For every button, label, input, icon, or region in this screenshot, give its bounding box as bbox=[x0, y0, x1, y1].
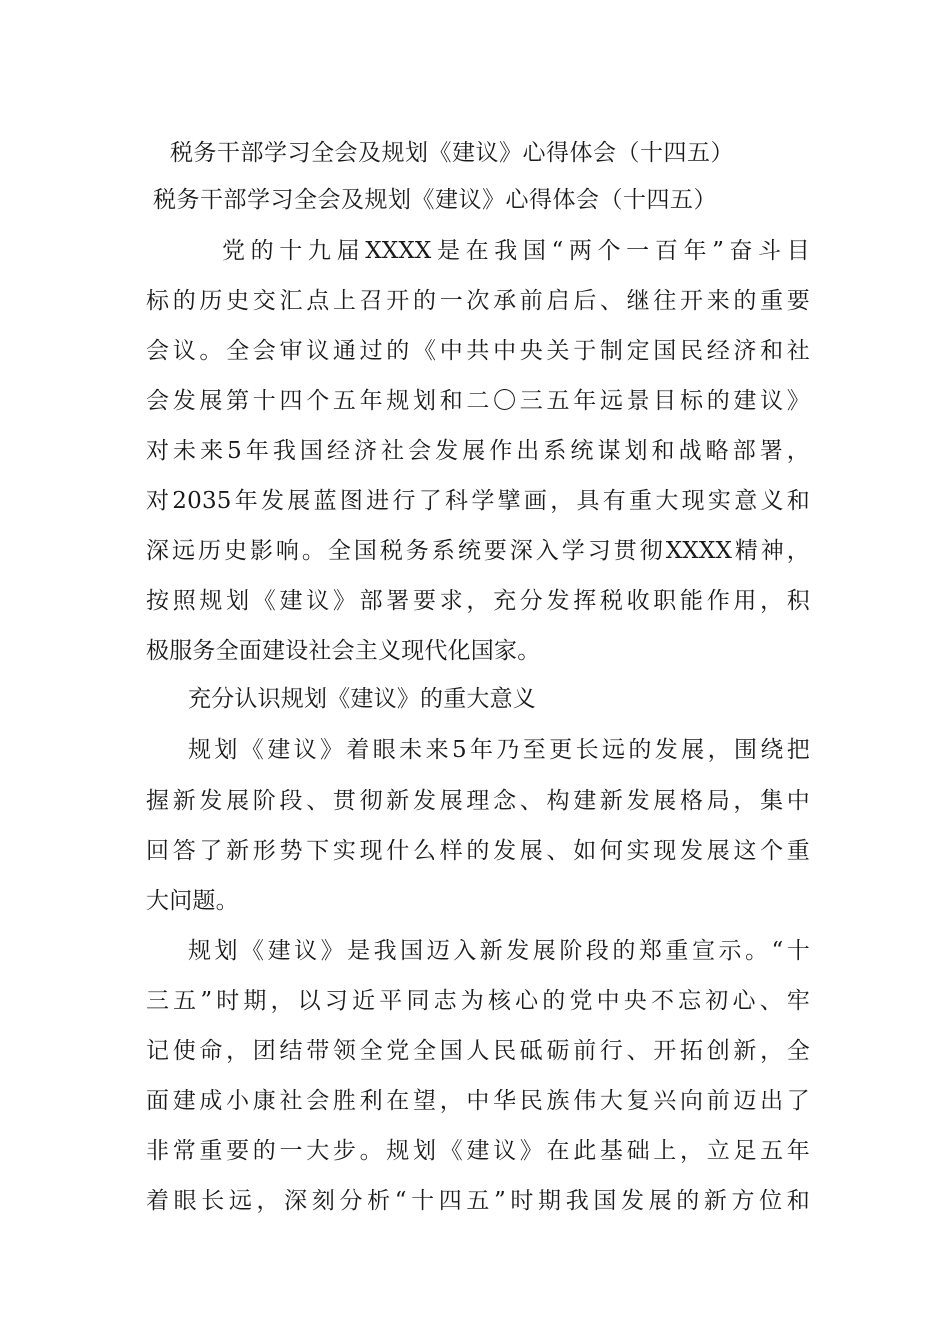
paragraph-1-line-1: 党的十九届XXXX是在我国“两个一百年”奋斗目 bbox=[222, 238, 810, 264]
paragraph-1-line-2: 标的历史交汇点上召开的一次承前启后、继往开来的重要 bbox=[146, 288, 810, 314]
paragraph-3-line-3: 记使命，团结带领全党全国人民砥砺前行、开拓创新，全 bbox=[146, 1038, 810, 1064]
paragraph-3-line-6: 着眼长远，深刻分析“十四五”时期我国发展的新方位和 bbox=[146, 1188, 810, 1214]
paragraph-2-line-2: 握新发展阶段、贯彻新发展理念、构建新发展格局，集中 bbox=[146, 788, 810, 814]
paragraph-1-line-6: 对2035年发展蓝图进行了科学擘画，具有重大现实意义和 bbox=[146, 488, 810, 514]
document-subtitle: 税务干部学习全会及规划《建议》心得体会（十四五） bbox=[153, 187, 717, 213]
paragraph-1-line-4: 会发展第十四个五年规划和二〇三五年远景目标的建议》 bbox=[146, 388, 810, 414]
paragraph-3-line-1: 规划《建议》是我国迈入新发展阶段的郑重宣示。“十 bbox=[188, 938, 810, 964]
paragraph-2-line-3: 回答了新形势下实现什么样的发展、如何实现发展这个重 bbox=[146, 838, 810, 864]
paragraph-3-line-5: 非常重要的一大步。规划《建议》在此基础上，立足五年 bbox=[146, 1138, 810, 1164]
paragraph-3-line-2: 三五”时期，以习近平同志为核心的党中央不忘初心、牢 bbox=[146, 988, 810, 1014]
paragraph-1-line-7: 深远历史影响。全国税务系统要深入学习贯彻XXXX精神， bbox=[146, 538, 810, 564]
paragraph-1-line-8: 按照规划《建议》部署要求，充分发挥税收职能作用，积 bbox=[146, 588, 810, 614]
paragraph-2-line-4: 大问题。 bbox=[146, 888, 239, 914]
section-heading: 充分认识规划《建议》的重大意义 bbox=[188, 686, 536, 712]
paragraph-1-line-3: 会议。全会审议通过的《中共中央关于制定国民经济和社 bbox=[146, 338, 810, 364]
paragraph-1-line-5: 对未来5年我国经济社会发展作出系统谋划和战略部署， bbox=[146, 438, 810, 464]
paragraph-3-line-4: 面建成小康社会胜利在望，中华民族伟大复兴向前迈出了 bbox=[146, 1088, 810, 1114]
paragraph-1-line-9: 极服务全面建设社会主义现代化国家。 bbox=[146, 638, 541, 664]
paragraph-2-line-1: 规划《建议》着眼未来5年乃至更长远的发展，围绕把 bbox=[188, 737, 810, 763]
document-title: 税务干部学习全会及规划《建议》心得体会（十四五） bbox=[170, 140, 734, 166]
